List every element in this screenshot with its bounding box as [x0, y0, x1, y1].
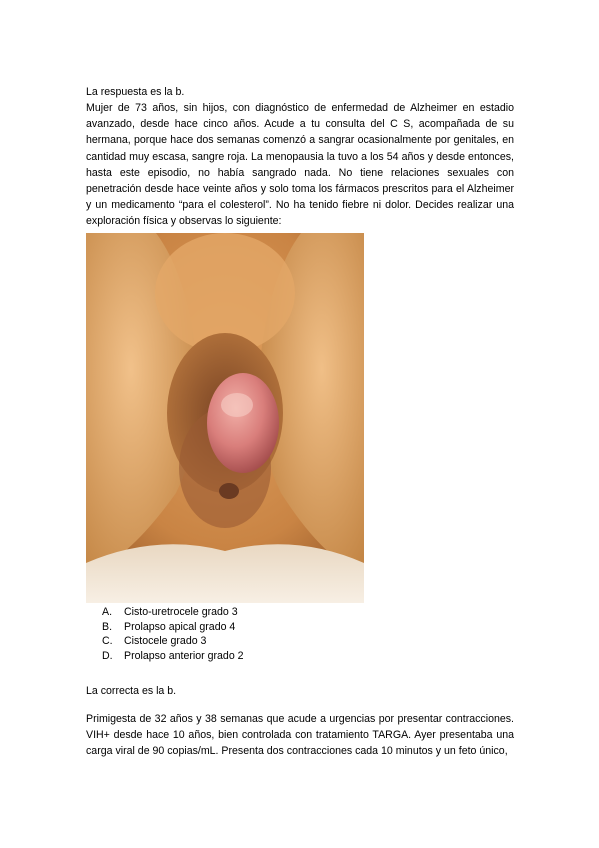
next-case-paragraph: Primigesta de 32 años y 38 semanas que acude a urgencias por presentar contracciones. VIH+ desde hace 10 años, bien controlada con tratamiento TARGA. Ayer presentaba una carga viral de 90 copias/mL. Presenta dos contracciones cada 10 minutos y un feto único,	[86, 713, 514, 758]
option-c	[86, 634, 244, 649]
option-d	[86, 649, 244, 664]
option-b	[86, 620, 244, 635]
option-text: Cisto-uretrocele grado 3	[124, 606, 238, 618]
option-text: Cistocele grado 3	[124, 635, 207, 648]
case-paragraph: Mujer de 73 años, sin hijos, con diagnóstico de enfermedad de Alzheimer en estadio avanzado, desde hace cinco años. Acude a tu consulta del C S, acompañada de su hermana, porque hace dos semanas comenzó a sangrar ocasionalmente por genitales, en cantidad muy escasa, sangre roja. La menopausia la tuvo a los 54 años y desde entonces, hasta este episodio, no había sangrado nada. No tiene relaciones sexuales con penetración desde hace veinte años y solo toma los fármacos prescritos para el Alzheimer y un medicamento “para el colesterol”. No ha tenido fiebre ni dolor. Decides realizar una exploración física y observas lo siguiente:	[86, 102, 514, 228]
answer-options	[86, 605, 244, 663]
option-letter: C.	[102, 635, 113, 648]
clinical-photo	[86, 233, 364, 603]
option-a	[86, 605, 244, 620]
option-letter: D.	[102, 649, 113, 662]
option-letter: A.	[102, 606, 113, 618]
answer-intro: La respuesta es la b.	[86, 86, 185, 98]
answer-correct: La correcta es la b.	[86, 685, 177, 697]
option-letter: B.	[102, 620, 113, 633]
option-text: Prolapso apical grado 4	[124, 620, 236, 633]
option-text: Prolapso anterior grado 2	[124, 649, 244, 662]
